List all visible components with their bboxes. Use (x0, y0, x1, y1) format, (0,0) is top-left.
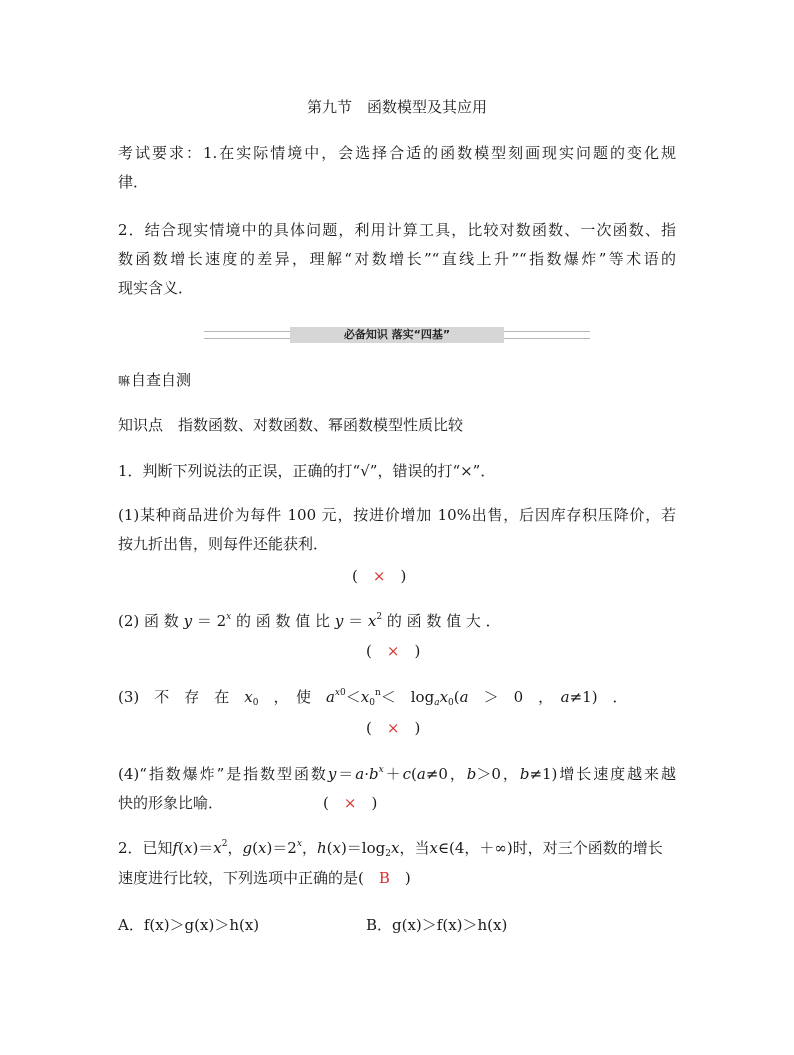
q1-s1-line-2: 按九折出售，则每件还能获利． (118, 535, 329, 553)
q1-s4-line-2-text: 快的形象比喻． (118, 794, 224, 812)
q1-s4-prefix: (4)“指数爆炸”是指数型函数 (118, 765, 328, 783)
banner-label: 必备知识 落实“四基” (290, 327, 504, 343)
knowledge-point: 知识点 指数函数、对数函数、幂函数模型性质比较 (118, 416, 464, 434)
q1-s3-prefix: (3) 不 存 在 (118, 688, 245, 706)
q1-s3-line: (3) 不 存 在 $x_0$ ， 使 $a^{x0}<x_0^n<$ $\log_ax_0(a$ ＞ 0 ， a≠1) ． (118, 688, 628, 708)
banner-rule-left-top (204, 331, 290, 332)
q2-stem-line-1: 2．已知$f(x)=x^2$，$g(x)=2^x$，$h(x)=\log_2x$，当x∈(4，＋∞)时，对三个函数的增长 (118, 839, 663, 859)
requirement-line-1: 考试要求：1.在实际情境中，会选择合适的函数模型刻画现实问题的变化规 (118, 144, 676, 162)
q1-s4-line-1: (4)“指数爆炸”是指数型函数$y=a\cdot b^x+c(a\ne 0$，b＞0，b≠1)增长速度越来越 (118, 765, 676, 783)
self-check-label: 自查自测 (131, 371, 192, 389)
banner-rule-right-top (504, 331, 590, 332)
requirement-p2-line-2: 数函数增长速度的差异，理解“对数增长”“直线上升”“指数爆炸”等术语的 (118, 250, 676, 268)
q2-close-paren: ) (404, 869, 411, 887)
requirement-p2-line-1: 2．结合现实情境中的具体问题，利用计算工具，比较对数函数、一次函数、指 (118, 221, 676, 239)
banner-rule-left-bottom (204, 338, 290, 339)
q1-s4-line-2: 快的形象比喻． ( × ) (118, 794, 378, 812)
q2-stem-mid: ，当 (399, 839, 430, 857)
q2-stem-line-2 (118, 868, 676, 888)
answer-mark: × (386, 719, 400, 737)
section-marker-icon: 嘛 (118, 374, 131, 388)
q1-s3-answer: ( × ) (366, 719, 421, 737)
q2-option-a: A．f(x)＞g(x)＞h(x) (118, 916, 260, 934)
requirement-p2-line-3: 现实含义． (118, 279, 194, 297)
q1-s1-line-1: (1)某种商品进价为每件 100 元，按进价增加 10%出售，后因库存积压降价，若 (118, 506, 676, 524)
requirement-line-2: 律． (118, 173, 149, 191)
section-banner (204, 327, 590, 343)
q1-s2-answer: ( × ) (366, 642, 421, 660)
banner-rule-right-bottom (504, 338, 590, 339)
q1-s2-prefix: (2) 函 数 (118, 612, 184, 630)
q2-option-b: B．g(x)＞f(x)＞h(x) (366, 916, 508, 934)
self-check-heading (118, 370, 676, 391)
q1-s2-mid: 的 函 数 值 比 (231, 612, 335, 630)
q2-answer: B (378, 869, 390, 887)
answer-mark: × (386, 642, 400, 660)
q2-stem-line-2-text: 速度进行比较，下列选项中正确的是( (118, 869, 364, 887)
q1-s1-answer: ( × ) (352, 567, 407, 585)
page-title: 第九节 函数模型及其应用 (306, 98, 487, 116)
answer-mark: × (372, 567, 386, 585)
q2-stem-suffix: 时，对三个函数的增长 (512, 839, 663, 857)
q2-stem-prefix: 2．已知 (118, 839, 173, 857)
q1-stem: 1．判断下列说法的正误，正确的打“√”，错误的打“×”． (118, 462, 496, 480)
q1-s2-line: (2) 函 数 $y = 2^x$ 的 函 数 值 比 $y = x^2$ 的 函 数 值 大 ． (118, 612, 501, 630)
answer-mark: × (343, 794, 357, 812)
q1-s4-suffix: 增长速度越来越 (557, 765, 676, 783)
q1-s2-suffix: 的 函 数 值 大 ． (382, 612, 501, 630)
q1-s3-mid: ， 使 (258, 688, 326, 706)
